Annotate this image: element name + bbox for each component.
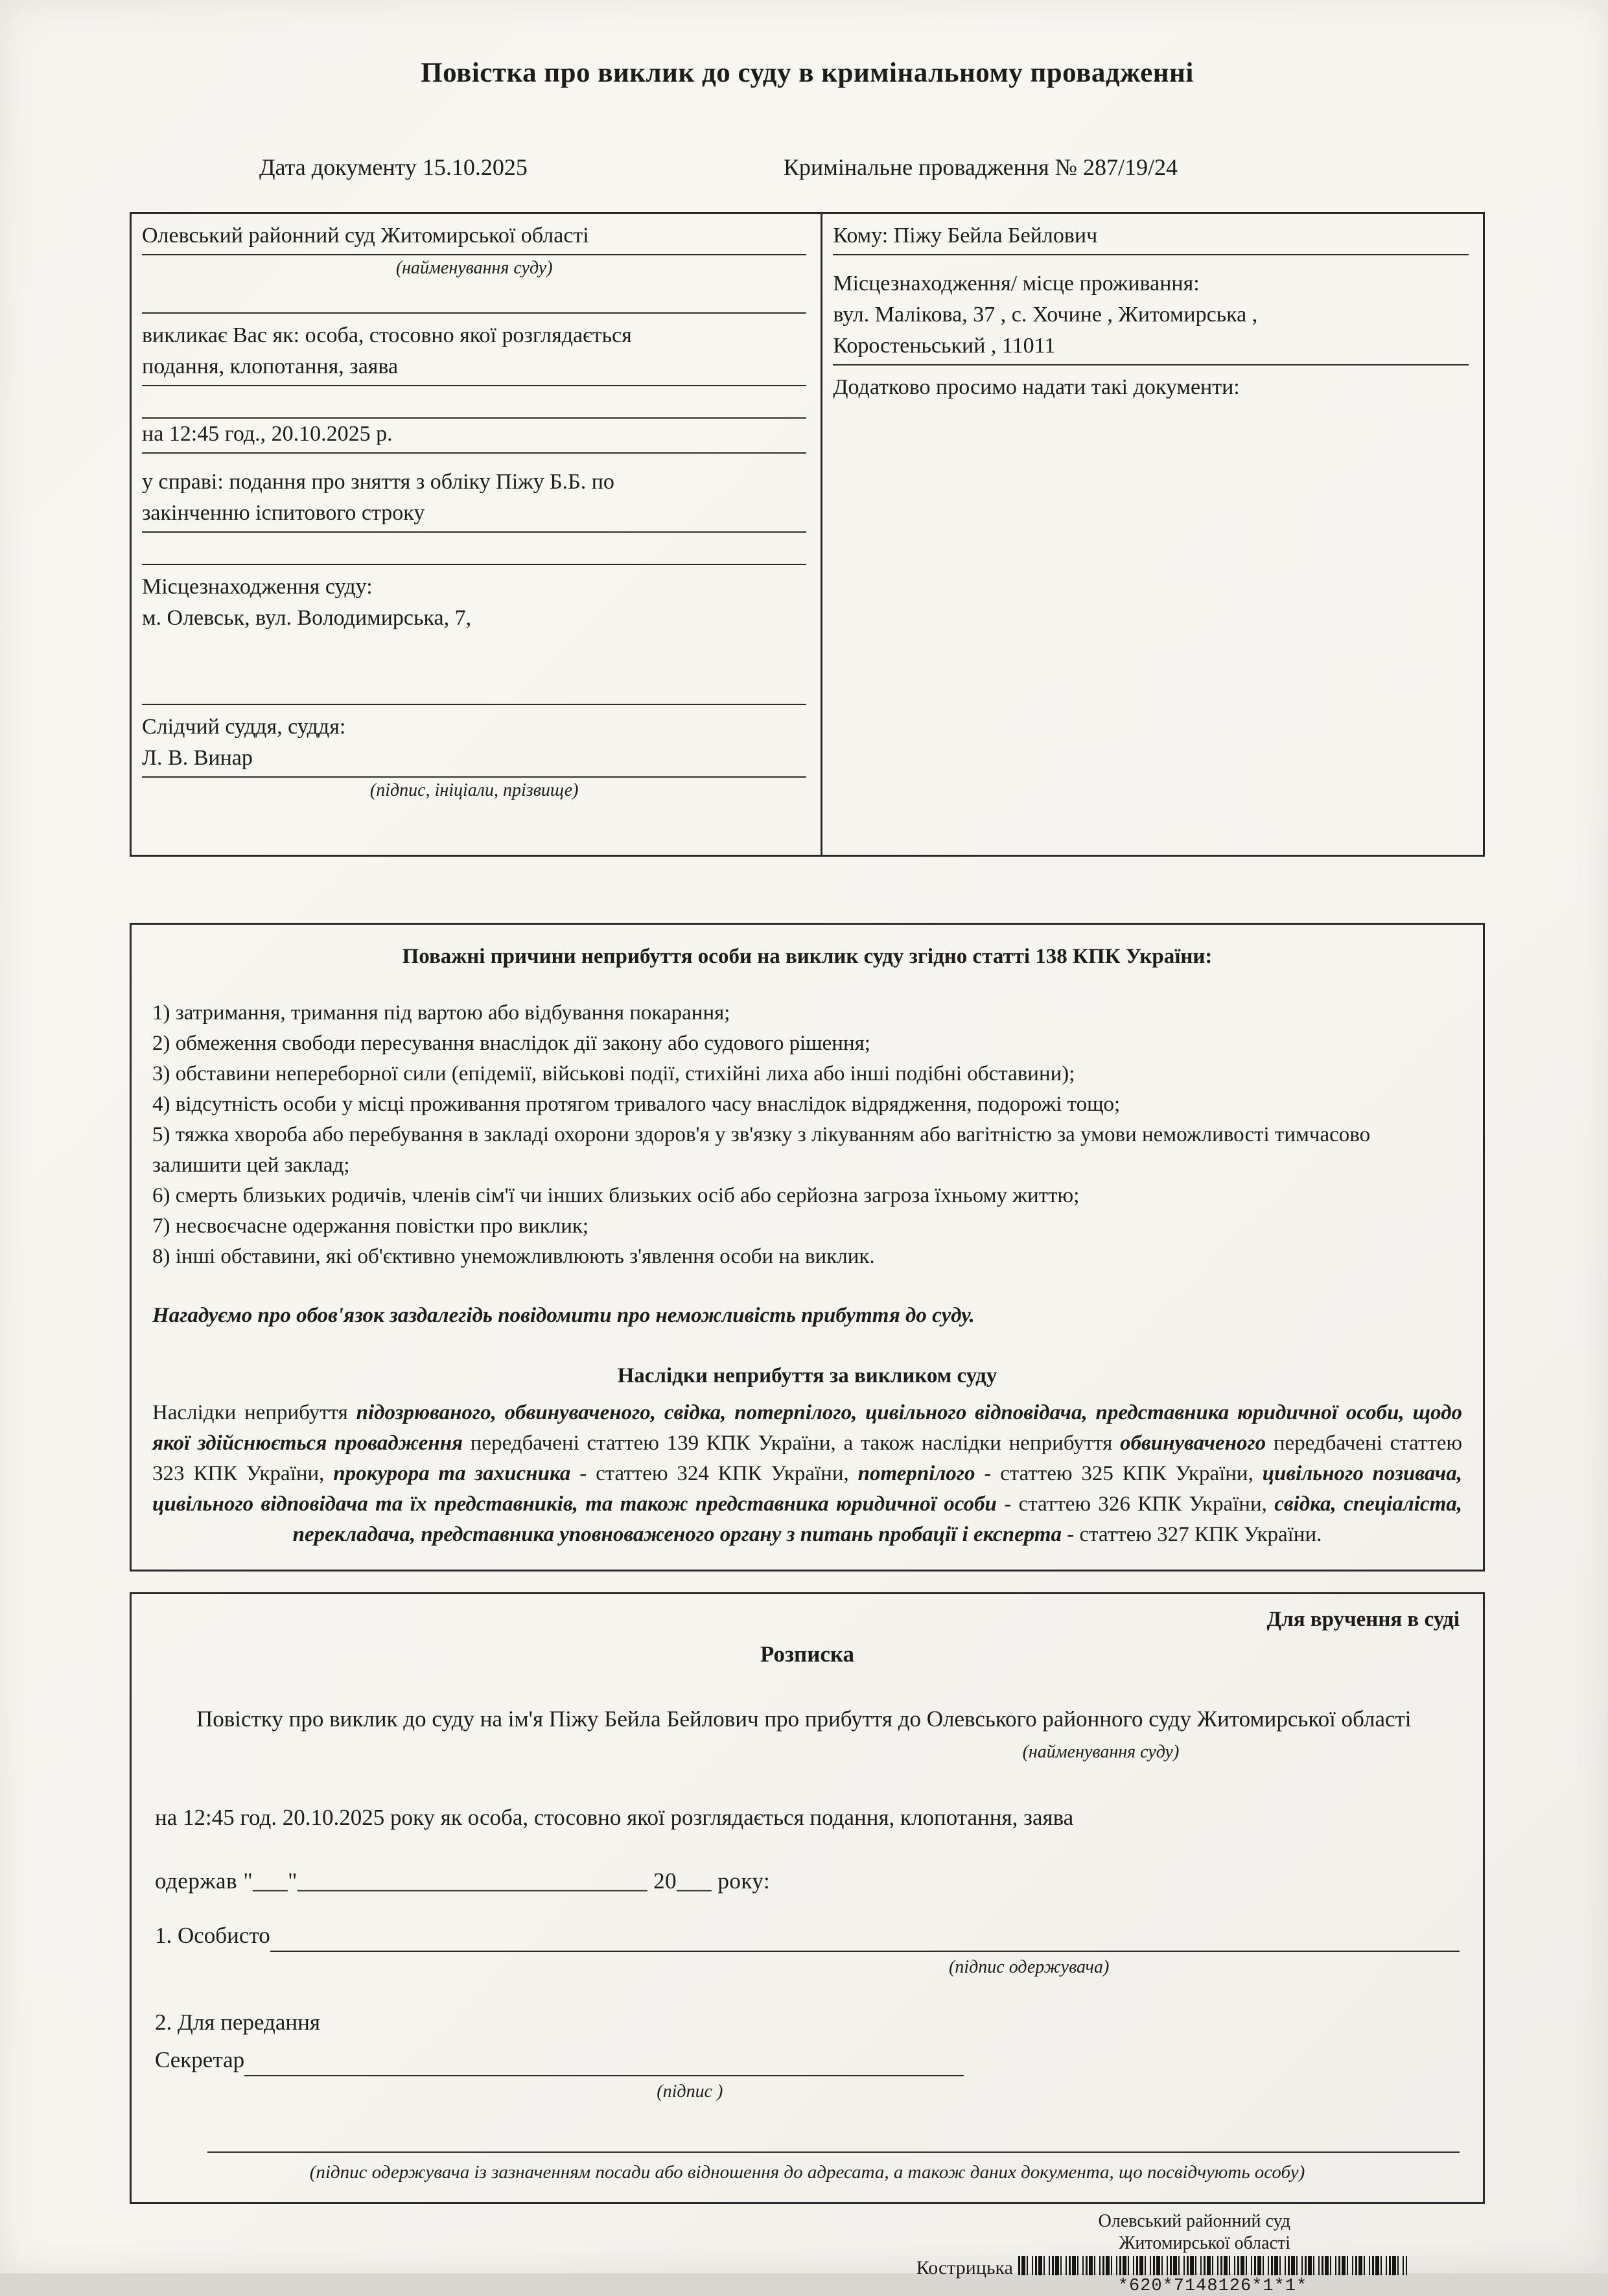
summons-table [130,212,1485,857]
text-segment: Наслідки неприбуття [152,1401,356,1424]
text-segment: - статтею 327 КПК України. [1061,1523,1322,1546]
spacer [833,255,1469,268]
court-name-caption: (найменування суду) [395,258,553,278]
secretary-label: Секретар [155,2047,245,2072]
text-segment: передбачені статтею 323 КПК України, [152,1432,1462,1485]
receipt-title: Розписка [760,1641,855,1667]
reason-item: 3) обставини непереборної сили (епідемії, військові події, стихійні лиха або інші подібні обставини); [152,1062,1075,1085]
personally-row [155,1919,1460,1952]
summons-left-cell [132,214,821,855]
receipt-datetime-line: на 12:45 год. 20.10.2025 року як особа, стосовно якої розглядається подання, клопотання, заява [155,1805,1074,1830]
received-date-line: одержав "___"______________________________ 20___ року: [155,1868,771,1894]
case-subject-line2: закінченню іспитового строку [142,498,806,533]
secretary-row [155,2044,964,2076]
text-segment: прокурора та захисника [333,1462,571,1485]
blank-line [142,533,806,565]
blank-line [142,386,806,419]
document-title: Повістка про виклик до суду в кримінальному провадженні [421,58,1194,88]
text-segment: - статтею 326 КПК України, [996,1492,1275,1516]
summons-right-cell [821,214,1483,855]
consequences-title: Наслідки неприбуття за викликом суду [617,1364,997,1387]
reason-item: 5) тяжка хвороба або перебування в закладі охорони здоров'я у зв'язку з лікуванням або вагітністю за умови неможливості тимчасово залишити цей заклад; [152,1123,1371,1177]
stamp-court-line1: Олевський районний суд [1098,2211,1290,2231]
hearing-datetime: на 12:45 год., 20.10.2025 р. [142,419,806,454]
blank-line [142,673,806,705]
address-line1: вул. Малікова, 37 , с. Хочине , Житомирська , [833,303,1258,327]
case-number: Кримінальне провадження № 287/19/24 [783,154,1178,180]
spacer [142,314,806,320]
barcode-column [1018,2256,1407,2296]
spacer [142,634,806,673]
reasons-header: Поважні причини неприбуття особи на виклик суду згідно статті 138 КПК України: [402,945,1213,968]
reason-item: 1) затримання, тримання під вартою або відбування покарання; [152,1001,730,1025]
reason-item: 4) відсутність особи у місці проживання протягом тривалого часу внаслідок відрядження, подорожі тощо; [152,1093,1121,1116]
reason-item: 2) обмеження свободи пересування внаслідок дії закону або судового рішення; [152,1032,870,1055]
spacer [142,705,806,712]
recipient-signature-caption: (підпис одержувача) [949,1957,1110,1977]
judge-label: Слідчий суддя, суддя: [142,715,346,739]
address-line2: Коростеньський , 11011 [833,330,1469,365]
court-location: м. Олевськ, вул. Володимирська, 7, [142,606,472,630]
spacer [142,565,806,572]
barcode-row [130,2256,1407,2296]
receipt-box [130,1592,1485,2204]
consequences-paragraph [152,1398,1462,1550]
blank-line [142,281,806,314]
meta-row [130,154,1485,181]
recipient-id-caption: (підпис одержувача із зазначенням посади або відношення до адресата, а також даних документа, що посвідчують особу) [309,2162,1305,2183]
signer-name: Кострицька [916,2257,1013,2279]
court-name: Олевський районний суд Житомирської області [142,220,806,255]
signature-caption: (підпис ) [657,2081,723,2102]
barcode-text: *620*7148126*1*1* [1117,2277,1308,2296]
signature-caption: (підпис, ініціали, прізвище) [369,780,579,800]
reason-item: 8) інші обставини, які об'єктивно унеможливлюють з'явлення особи на виклик. [152,1245,875,1268]
notify-obligation-reminder: Нагадуємо про обов'язок заздалегідь повідомити про неможливість прибуття до суду. [152,1304,975,1327]
stamp-court-line2: Житомирської області [1119,2233,1290,2253]
text-segment: цивільного позивача, цивільного відповідача та їх представників, та також представника юридичної особи [152,1462,1462,1516]
residence-label: Місцезнаходження/ місце проживання: [833,272,1200,296]
judge-name: Л. В. Винар [142,743,806,778]
reason-item: 6) смерть близьких родичів, членів сім'ї чи інших близьких осіб або серйозна загроза їхньому життю; [152,1184,1080,1207]
signature-blank-line [244,2052,964,2077]
text-segment: - статтею 325 КПК України, [975,1462,1263,1485]
text-segment: підозрюваного, обвинуваченого, свідка, потерпілого, цивільного відповідача, представника юридичної особи, щодо якої здійснюється провадження [152,1401,1462,1455]
receipt-court-caption: (найменування суду) [1022,1742,1180,1762]
recipient-name: Кому: Піжу Бейла Бейлович [833,220,1469,255]
reason-item: 7) несвоєчасне одержання повістки про виклик; [152,1214,589,1238]
signature-blank-line [270,1927,1460,1953]
receipt-body: Повістку про виклик до суду на ім'я Піжу Бейла Бейлович про прибуття до Олевського районного суду Житомирської області [196,1706,1412,1732]
personally-label: 1. Особисто [155,1923,270,1948]
summon-as-line1: викликає Вас як: особа, стосовно якої розглядається [142,323,632,347]
document-date: Дата документу 15.10.2025 [259,154,528,180]
footer [130,2210,1485,2296]
text-segment: обвинуваченого [1120,1432,1266,1455]
text-segment: свідка, спеціаліста, перекладача, представника уповноваженого органу з питань пробації і експерта [292,1492,1463,1546]
blank-line [207,2146,1460,2153]
reasons-list [152,998,1462,1272]
case-subject-line1: у справі: подання про зняття з обліку Піжу Б.Б. по [142,470,614,494]
additional-documents-label: Додатково просимо надати такі документи: [833,375,1240,399]
valid-reasons-box [130,923,1485,1571]
stamp-court-name [130,2210,1290,2255]
barcode-icon [1018,2256,1407,2275]
spacer [142,454,806,467]
text-segment: потерпілого [857,1462,975,1485]
text-segment: передбачені статтею 139 КПК України, а також наслідки неприбуття [463,1432,1121,1455]
for-transfer-label: 2. Для передання [155,2010,320,2035]
summon-as-line2: подання, клопотання, заява [142,351,806,386]
spacer [833,365,1469,372]
text-segment: - статтею 324 КПК України, [570,1462,858,1485]
delivery-in-court-note: Для вручення в суді [1266,1608,1460,1631]
court-location-label: Місцезнаходження суду: [142,575,373,599]
